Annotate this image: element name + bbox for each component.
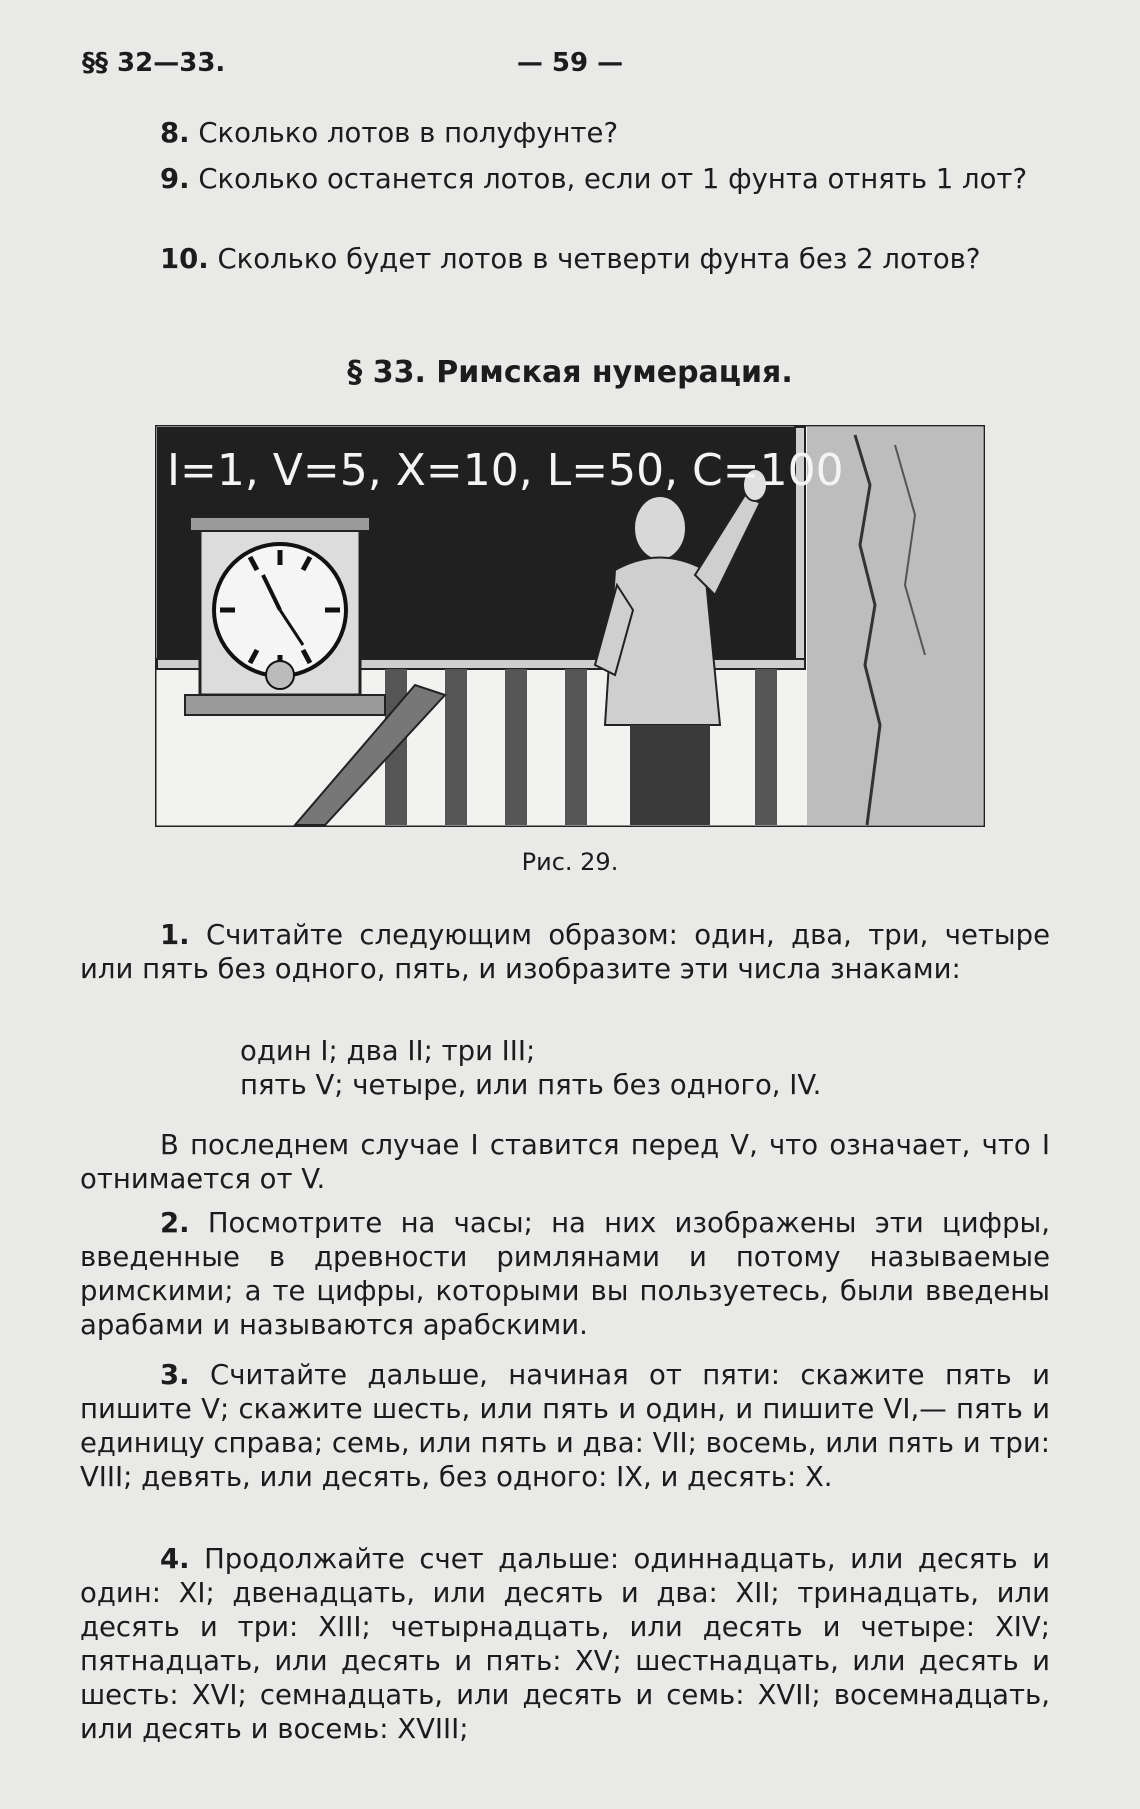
paragraph-text: Посмотрите на часы; на них изображены эти цифры, введенные в древности римлянами и потому называемые римскими; а те цифры, которыми вы пользуетесь, были введены арабами и называются арабскими. (80, 1207, 1050, 1341)
paragraph-number: 3. (160, 1359, 190, 1391)
question-text: Сколько останется лотов, если от 1 фунта отнять 1 лот? (198, 163, 1028, 195)
question-10 (80, 242, 1050, 276)
paragraph-2 (80, 1206, 1050, 1342)
paragraph-text: Считайте следующим образом: один, два, три, четыре или пять без одного, пять, и изобразите эти числа знаками: (80, 919, 1050, 985)
paragraph-text: Продолжайте счет дальше: одиннадцать, или десять и один: XI; двенадцать, или десять и два: XII; тринадцать, или десять и три: XIII; четырнадцать, или десять и четыре: XIV; пятнадцать, или десять и пять: XV; шестнадцать, или десять и шесть: XVI; семнадцать, или десять и семь: XVII; восемнадцать, или десять и восемь: XVIII; (80, 1543, 1051, 1745)
page-header (82, 48, 1058, 88)
paragraph-number: 4. (160, 1543, 190, 1575)
question-number: 10. (160, 243, 209, 275)
question-8 (80, 116, 1050, 150)
paragraph-3 (80, 1358, 1050, 1494)
question-number: 8. (160, 117, 190, 149)
formula-line-2: пять V; четыре, или пять без одного, IV. (240, 1069, 822, 1101)
section-title: § 33. Римская нумерация. (347, 355, 793, 390)
blackboard-writing: I=1, V=5, X=10, L=50, C=100 (167, 445, 844, 496)
paragraph-1b: В последнем случае I ставится перед V, что означает, что I отнимается от V. (80, 1129, 1050, 1195)
formula-line-1: один I; два II; три III; (240, 1035, 536, 1067)
paragraph-number: 2. (160, 1207, 190, 1239)
figure-caption: Рис. 29. (521, 848, 619, 876)
paragraph-text: Считайте дальше, начиная от пяти: скажите пять и пишите V; скажите шесть, или пять и один, и пишите VI,— пять и единицу справа; семь, или пять и два: VII; восемь, или пять и три: VIII; девять, или десять, без одного: IX, и десять: X. (80, 1359, 1050, 1493)
question-9 (80, 162, 1050, 196)
page-number: — 59 — (516, 48, 624, 78)
figure-blackboard-illustration (155, 425, 985, 827)
paragraph-number: 1. (160, 919, 190, 951)
section-range: §§ 32—33. (82, 48, 226, 78)
paragraph-4 (80, 1542, 1050, 1746)
question-text: Сколько будет лотов в четверти фунта без 2 лотов? (217, 243, 981, 275)
question-text: Сколько лотов в полуфунте? (198, 117, 619, 149)
question-number: 9. (160, 163, 190, 195)
paragraph-1 (80, 918, 1050, 986)
